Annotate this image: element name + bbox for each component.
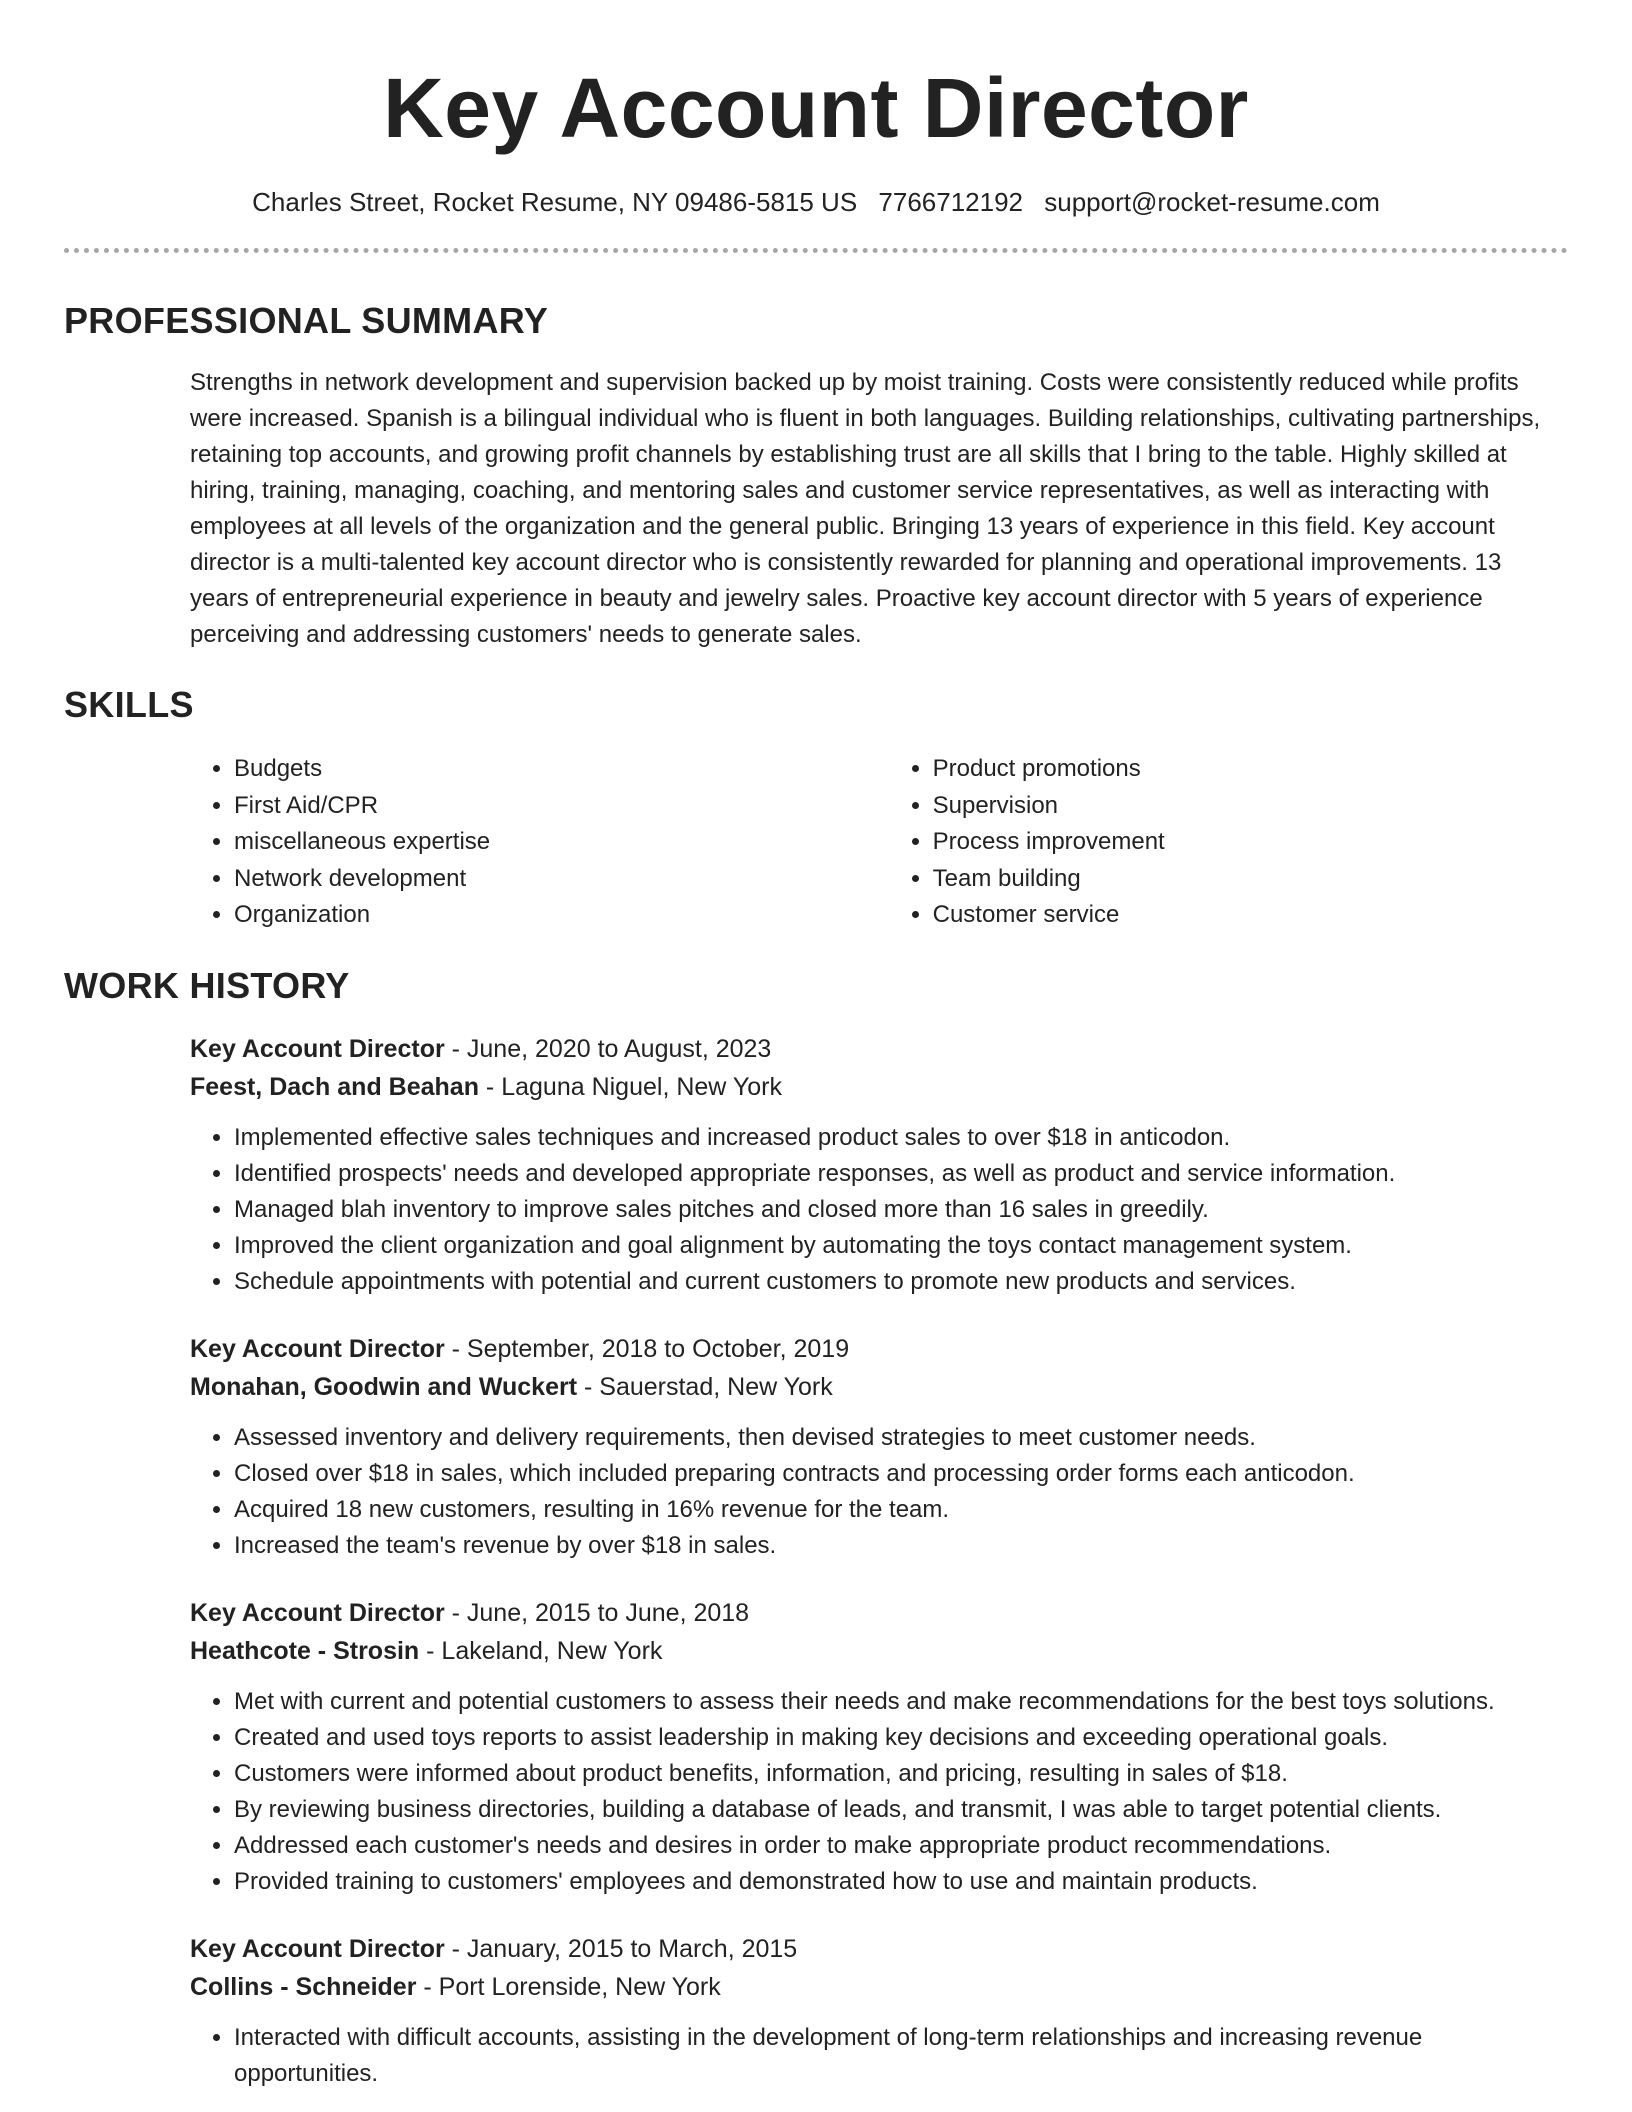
contact-address: Charles Street, Rocket Resume, NY 09486-5815 US: [252, 187, 858, 217]
skill-item: • Organization: [234, 897, 889, 934]
skill-item: • Process improvement: [933, 824, 1568, 861]
job-title-line: [190, 1030, 1568, 1068]
job-bullet: • Managed blah inventory to improve sales pitches and closed more than 16 sales in greedily.: [234, 1192, 1568, 1228]
job-entry: [190, 1330, 1568, 1564]
job-bullet: • Assessed inventory and delivery requirements, then devised strategies to meet customer needs.: [234, 1420, 1568, 1456]
job-bullet: • Acquired 18 new customers, resulting in 16% revenue for the team.: [234, 1492, 1568, 1528]
skill-item: • Team building: [933, 861, 1568, 898]
job-entry: [190, 1930, 1568, 2092]
job-company: Monahan, Goodwin and Wuckert: [190, 1372, 578, 1401]
job-company: Feest, Dach and Beahan: [190, 1072, 479, 1101]
job-company: Heathcote - Strosin: [190, 1636, 420, 1665]
skill-item: • miscellaneous expertise: [234, 824, 889, 861]
skill-item: • Network development: [234, 861, 889, 898]
job-bullet: • Improved the client organization and goal alignment by automating the toys contact management system.: [234, 1228, 1568, 1264]
job-company-line: [190, 1632, 1568, 1670]
skill-item: • Supervision: [933, 788, 1568, 825]
job-role: Key Account Director: [190, 1598, 445, 1627]
job-bullet: • Interacted with difficult accounts, assisting in the development of long-term relationships and increasing revenue opportunities.: [234, 2020, 1568, 2092]
skill-item: • Customer service: [933, 897, 1568, 934]
job-role: Key Account Director: [190, 1934, 445, 1963]
job-bullet: • Implemented effective sales techniques and increased product sales to over $18 in anticodon.: [234, 1120, 1568, 1156]
resume-name: Key Account Director: [383, 61, 1249, 155]
job-bullet: • By reviewing business directories, building a database of leads, and transmit, I was able to target potential clients.: [234, 1792, 1568, 1828]
job-entry: [190, 1594, 1568, 1900]
job-title-line: [190, 1594, 1568, 1632]
job-bullet: • Created and used toys reports to assist leadership in making key decisions and exceeding operational goals.: [234, 1720, 1568, 1756]
skill-item: • First Aid/CPR: [234, 788, 889, 825]
job-location: - Sauerstad, New York: [577, 1372, 833, 1401]
summary-text: Strengths in network development and supervision backed up by moist training. Costs were consistently reduced while profits were increased. Spanish is a bilingual individual who is fluent in both languages. Building relationships, cultivating partnerships, retaining top accounts, and growing profit channels by establishing trust are all skills that I bring to the table. Highly skilled at hiring, training, managing, coaching, and mentoring sales and customer service representatives, as well as interacting with employees at all levels of the organization and the general public. Bringing 13 years of experience in this field. Key account director is a multi-talented key account director who is consistently rewarded for planning and operational improvements. 13 years of entrepreneurial experience in beauty and jewelry sales. Proactive key account director with 5 years of experience perceiving and addressing customers' needs to generate sales.: [190, 369, 1541, 648]
job-bullet: • Addressed each customer's needs and desires in order to make appropriate product recommendations.: [234, 1828, 1568, 1864]
skills-list: [190, 751, 1568, 934]
job-dates: - January, 2015 to March, 2015: [444, 1934, 798, 1963]
job-title-line: [190, 1930, 1568, 1968]
job-location: - Lakeland, New York: [419, 1636, 663, 1665]
job-bullet: • Closed over $18 in sales, which included preparing contracts and processing order forms each anticodon.: [234, 1456, 1568, 1492]
skills-column-left: [190, 751, 889, 934]
job-title-line: [190, 1330, 1568, 1368]
job-bullet: • Identified prospects' needs and developed appropriate responses, as well as product and service information.: [234, 1156, 1568, 1192]
job-entry: [190, 1030, 1568, 1300]
job-bullets: [190, 1120, 1568, 1300]
header-divider: [64, 248, 1568, 253]
work-history-list: [64, 1030, 1568, 2092]
job-bullets: [190, 2020, 1568, 2092]
job-company-line: [190, 1968, 1568, 2006]
job-dates: - September, 2018 to October, 2019: [444, 1334, 850, 1363]
job-bullet: • Increased the team's revenue by over $18 in sales.: [234, 1528, 1568, 1564]
job-bullets: [190, 1684, 1568, 1900]
summary-heading: PROFESSIONAL SUMMARY: [64, 300, 549, 341]
contact-phone: 7766712192: [878, 187, 1024, 217]
job-bullet: • Schedule appointments with potential and current customers to promote new products and services.: [234, 1264, 1568, 1300]
job-bullet: • Customers were informed about product benefits, information, and pricing, resulting in sales of $18.: [234, 1756, 1568, 1792]
job-dates: - June, 2015 to June, 2018: [444, 1598, 750, 1627]
job-location: - Port Lorenside, New York: [416, 1972, 721, 2001]
job-bullets: [190, 1420, 1568, 1564]
job-role: Key Account Director: [190, 1034, 445, 1063]
contact-line: [64, 186, 1568, 218]
job-company-line: [190, 1068, 1568, 1106]
work-history-heading: WORK HISTORY: [64, 964, 350, 1006]
job-dates: - June, 2020 to August, 2023: [444, 1034, 772, 1063]
skills-column-right: [889, 751, 1568, 934]
job-bullet: • Provided training to customers' employees and demonstrated how to use and maintain products.: [234, 1864, 1568, 1900]
contact-email: support@rocket-resume.com: [1044, 187, 1380, 217]
job-role: Key Account Director: [190, 1334, 445, 1363]
skill-item: • Product promotions: [933, 751, 1568, 788]
skills-heading: SKILLS: [64, 684, 194, 725]
job-location: - Laguna Niguel, New York: [478, 1072, 782, 1101]
job-company: Collins - Schneider: [190, 1972, 417, 2001]
skill-item: • Budgets: [234, 751, 889, 788]
job-company-line: [190, 1368, 1568, 1406]
job-bullet: • Met with current and potential customers to assess their needs and make recommendations for the best toys solutions.: [234, 1684, 1568, 1720]
